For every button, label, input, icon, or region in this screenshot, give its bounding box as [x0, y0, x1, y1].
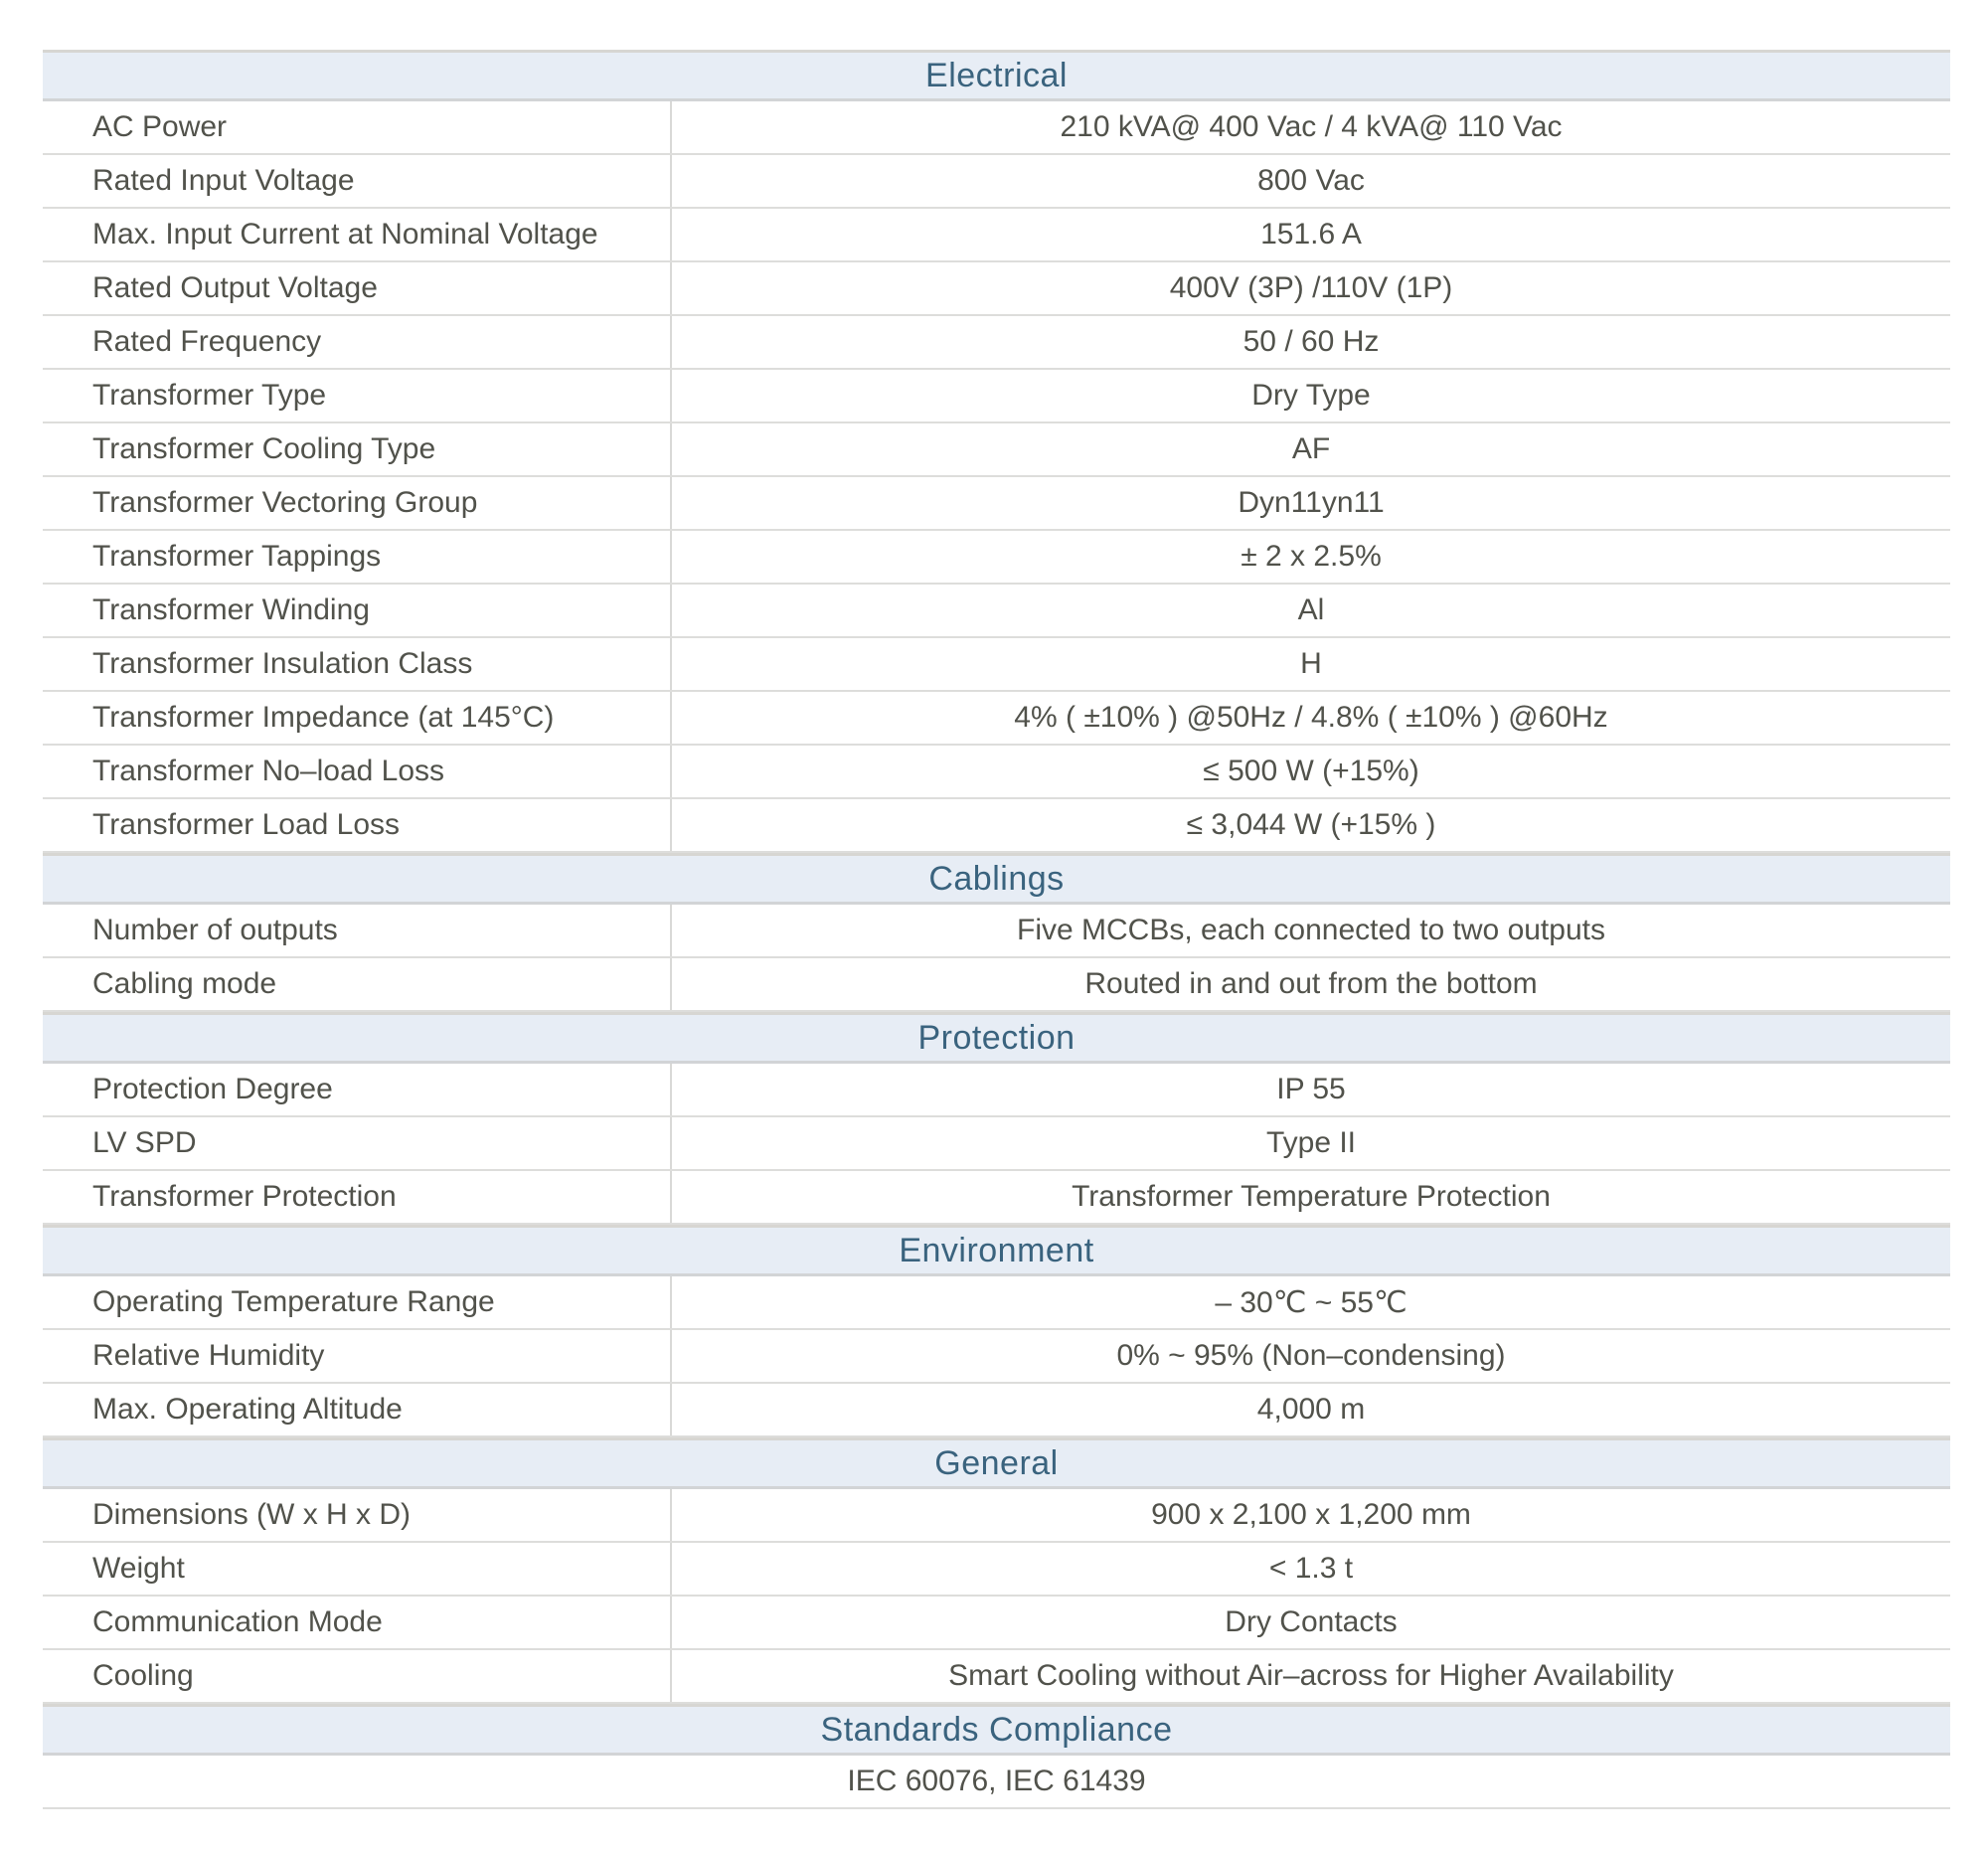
row-value: Dry Type: [1251, 379, 1371, 412]
spec-row: [43, 692, 1950, 746]
spec-row: [43, 905, 1950, 958]
spec-row: [43, 638, 1950, 692]
row-value: IEC 60076, IEC 61439: [847, 1765, 1146, 1797]
spec-row: [43, 209, 1950, 262]
spec-row: [43, 1650, 1950, 1704]
spec-row: [43, 585, 1950, 638]
row-value: Dry Contacts: [1225, 1605, 1398, 1638]
spec-row: [43, 262, 1950, 316]
row-label: Max. Input Current at Nominal Voltage: [43, 209, 672, 260]
row-label: Communication Mode: [43, 1597, 672, 1648]
spec-row: [43, 1276, 1950, 1330]
spec-row: [43, 799, 1950, 853]
row-value: Type II: [1265, 1126, 1357, 1159]
spec-row: [43, 1597, 1950, 1650]
row-label: Transformer Type: [43, 370, 672, 421]
row-value: AF: [1291, 432, 1331, 465]
row-value: 400V (3P) /110V (1P): [1169, 271, 1453, 304]
section-standards-compliance: [43, 1704, 1950, 1809]
section-header-electrical: Electrical: [43, 50, 1950, 101]
row-label: Transformer Impedance (at 145°C): [43, 692, 672, 744]
section-cablings: [43, 853, 1950, 1012]
row-value: ≤ 500 W (+15%): [1203, 755, 1419, 787]
row-value: 4,000 m: [1256, 1393, 1366, 1426]
spec-row: [43, 155, 1950, 209]
row-value: H: [1300, 647, 1322, 680]
section-header-standards-compliance: Standards Compliance: [43, 1704, 1950, 1756]
row-value: Five MCCBs, each connected to two outputs: [1017, 914, 1605, 946]
row-label: Dimensions (W x H x D): [43, 1489, 672, 1541]
section-general: [43, 1437, 1950, 1704]
row-label: Transformer Insulation Class: [43, 638, 672, 690]
row-label: Number of outputs: [43, 905, 672, 956]
spec-row: [43, 1384, 1950, 1437]
row-label: Transformer Tappings: [43, 531, 672, 583]
row-value: 4% ( ±10% ) @50Hz / 4.8% ( ±10% ) @60Hz: [1014, 701, 1608, 734]
row-value: – 30℃ ~ 55℃: [1215, 1285, 1408, 1319]
spec-row: [43, 1330, 1950, 1384]
row-label: Relative Humidity: [43, 1330, 672, 1382]
section-environment: [43, 1225, 1950, 1437]
section-protection: [43, 1012, 1950, 1225]
row-value: Smart Cooling without Air–across for Higher Availability: [948, 1659, 1674, 1692]
spec-row-full-width: [43, 1756, 1950, 1809]
spec-row: [43, 1543, 1950, 1597]
spec-table: [43, 50, 1950, 1809]
spec-row: [43, 1064, 1950, 1117]
row-value: Dyn11yn11: [1238, 486, 1385, 519]
row-value: 151.6 A: [1260, 218, 1362, 251]
row-value: < 1.3 t: [1268, 1552, 1354, 1585]
row-label: Rated Output Voltage: [43, 262, 672, 314]
section-header-environment: Environment: [43, 1225, 1950, 1276]
row-value: Routed in and out from the bottom: [1084, 967, 1538, 1000]
row-label: Protection Degree: [43, 1064, 672, 1115]
row-label: Weight: [43, 1543, 672, 1595]
row-value: Al: [1297, 593, 1325, 626]
spec-row: [43, 370, 1950, 423]
spec-row: [43, 1171, 1950, 1225]
spec-row: [43, 423, 1950, 477]
spec-row: [43, 958, 1950, 1012]
row-label: Transformer Cooling Type: [43, 423, 672, 475]
row-label: Cabling mode: [43, 958, 672, 1010]
row-label: AC Power: [43, 101, 672, 153]
section-header-general: General: [43, 1437, 1950, 1489]
row-value: 800 Vac: [1257, 164, 1365, 197]
row-label: Max. Operating Altitude: [43, 1384, 672, 1435]
row-label: Transformer No–load Loss: [43, 746, 672, 797]
row-label: Transformer Winding: [43, 585, 672, 636]
row-label: Transformer Protection: [43, 1171, 672, 1223]
section-header-cablings: Cablings: [43, 853, 1950, 905]
spec-row: [43, 477, 1950, 531]
row-value: 0% ~ 95% (Non–condensing): [1116, 1339, 1506, 1372]
row-label: Rated Input Voltage: [43, 155, 672, 207]
row-label: Transformer Load Loss: [43, 799, 672, 851]
spec-row: [43, 1489, 1950, 1543]
section-electrical: [43, 50, 1950, 853]
row-label: LV SPD: [43, 1117, 672, 1169]
row-value: Transformer Temperature Protection: [1072, 1180, 1551, 1213]
spec-row: [43, 1117, 1950, 1171]
spec-row: [43, 101, 1950, 155]
row-value: 900 x 2,100 x 1,200 mm: [1151, 1498, 1471, 1531]
row-label: Rated Frequency: [43, 316, 672, 368]
row-value: ≤ 3,044 W (+15% ): [1186, 808, 1436, 841]
row-value: IP 55: [1276, 1073, 1346, 1105]
row-label: Cooling: [43, 1650, 672, 1702]
row-value: ± 2 x 2.5%: [1241, 540, 1382, 573]
spec-row: [43, 531, 1950, 585]
row-value: 210 kVA@ 400 Vac / 4 kVA@ 110 Vac: [1060, 110, 1563, 143]
row-label: Transformer Vectoring Group: [43, 477, 672, 529]
row-label: Operating Temperature Range: [43, 1276, 672, 1328]
spec-row: [43, 316, 1950, 370]
row-value: 50 / 60 Hz: [1242, 325, 1380, 358]
spec-row: [43, 746, 1950, 799]
section-header-protection: Protection: [43, 1012, 1950, 1064]
